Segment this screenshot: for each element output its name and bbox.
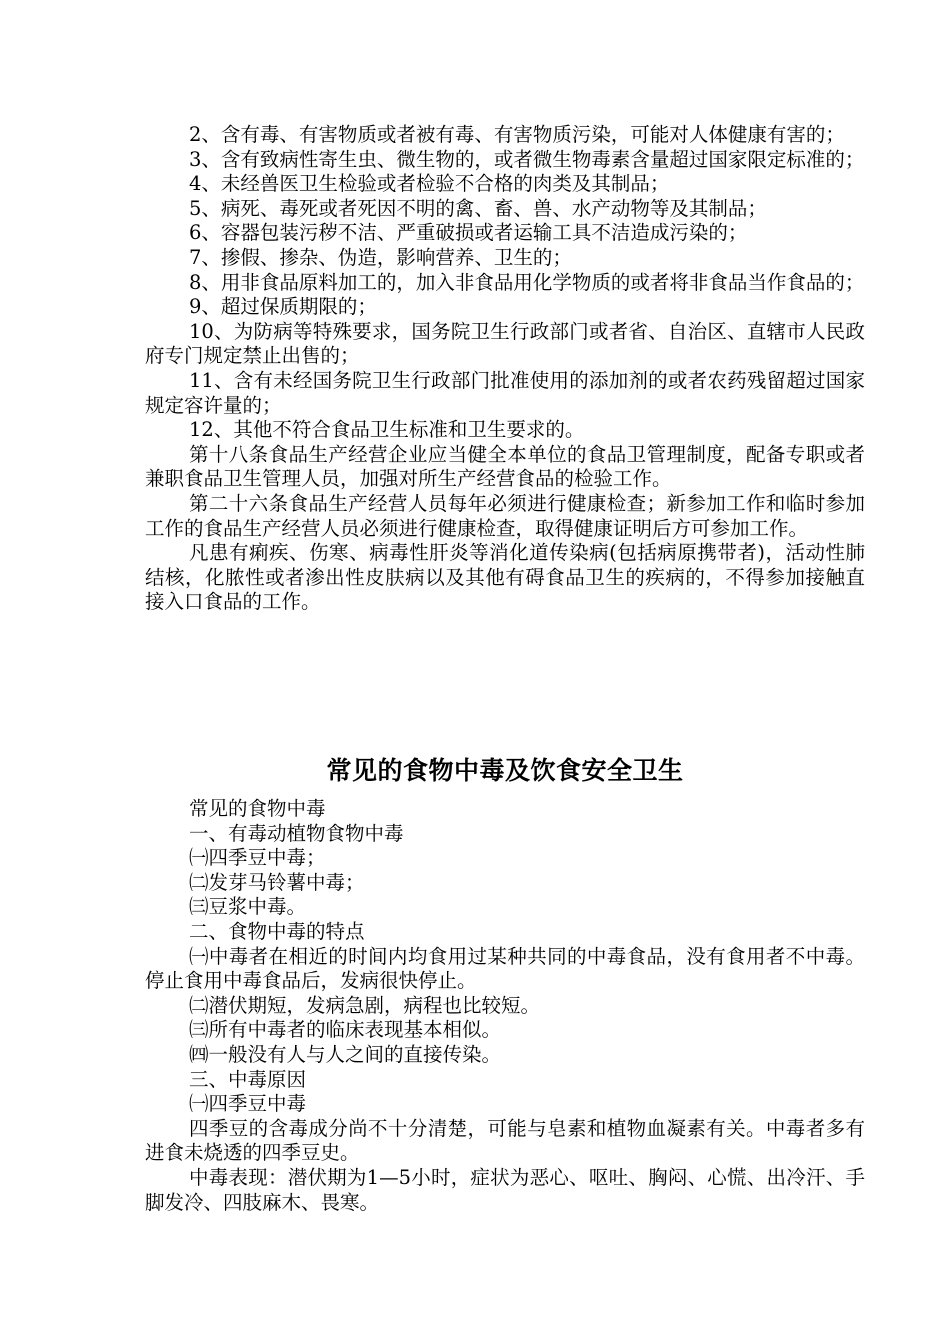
list-item: 7、掺假、掺杂、伪造，影响营养、卫生的； <box>189 245 572 269</box>
subheading: 一、有毒动植物食物中毒 <box>189 821 404 845</box>
list-item: 11、含有未经国务院卫生行政部门批准使用的添加剂的或者农药残留超过国家规定容许量的； <box>145 368 865 417</box>
list-item: 2、含有毒、有害物质或者被有毒、有害物质污染，可能对人体健康有害的； <box>189 123 845 146</box>
body-text-top <box>145 123 865 615</box>
subheading: 三、中毒原因 <box>189 1067 307 1091</box>
body-text-bottom <box>145 797 865 1215</box>
disease-restriction-paragraph: 凡患有痢疾、伤寒、病毒性肝炎等消化道传染病(包括病原携带者)，活动性肺结核，化脓性或者渗出性皮肤病以及其他有碍食品卫生的疾病的，不得参加接触直接入口食品的工作。 <box>145 541 865 614</box>
list-item: ㈠中毒者在相近的时间内均食用过某种共同的中毒食品，没有食用者不中毒。停止食用中毒食品后，发病很快停止。 <box>145 944 865 993</box>
list-item: ㈡潜伏期短，发病急剧，病程也比较短。 <box>189 993 541 1017</box>
subheading: 常见的食物中毒 <box>189 797 326 820</box>
list-item: 4、未经兽医卫生检验或者检验不合格的肉类及其制品； <box>189 172 670 196</box>
list-item: 5、病死、毒死或者死因不明的禽、畜、兽、水产动物等及其制品； <box>189 196 767 220</box>
list-item: 12、其他不符合食品卫生标准和卫生要求的。 <box>189 418 585 442</box>
list-item: ㈠四季豆中毒 <box>189 1092 307 1116</box>
body-paragraph: 中毒表现：潜伏期为1—5小时，症状为恶心、呕吐、胸闷、心慌、出冷汗、手脚发冷、四肢麻木、畏寒。 <box>145 1165 865 1214</box>
list-item: 6、容器包装污秽不洁、严重破损或者运输工具不洁造成污染的； <box>189 221 748 245</box>
article-26-paragraph: 第二十六条食品生产经营人员每年必须进行健康检查；新参加工作和临时参加工作的食品生产经营人员必须进行健康检查，取得健康证明后方可参加工作。 <box>145 491 865 540</box>
list-item: 9、超过保质期限的； <box>189 295 377 319</box>
list-item: ㈢所有中毒者的临床表现基本相似。 <box>189 1018 502 1042</box>
list-item: 3、含有致病性寄生虫、微生物的，或者微生物毒素含量超过国家限定标准的； <box>189 147 865 171</box>
article-18-paragraph: 第十八条食品生产经营企业应当健全本单位的食品卫管理制度，配备专职或者兼职食品卫生管理人员，加强对所生产经营食品的检验工作。 <box>145 442 865 491</box>
list-item: ㈠四季豆中毒； <box>189 846 326 870</box>
list-item: ㈣一般没有人与人之间的直接传染。 <box>189 1042 502 1066</box>
section-heading: 常见的食物中毒及饮食安全卫生 <box>326 756 684 785</box>
list-item: ㈢豆浆中毒。 <box>189 895 307 919</box>
list-item: 10、为防病等特殊要求，国务院卫生行政部门或者省、自治区、直辖市人民政府专门规定禁止出售的； <box>145 319 865 368</box>
subheading: 二、食物中毒的特点 <box>189 919 365 943</box>
list-item: 8、用非食品原料加工的，加入非食品用化学物质的或者将非食品当作食品的； <box>189 270 865 294</box>
body-paragraph: 四季豆的含毒成分尚不十分清楚，可能与皂素和植物血凝素有关。中毒者多有进食未烧透的四季豆史。 <box>145 1116 865 1165</box>
list-item: ㈡发芽马铃薯中毒； <box>189 870 365 894</box>
